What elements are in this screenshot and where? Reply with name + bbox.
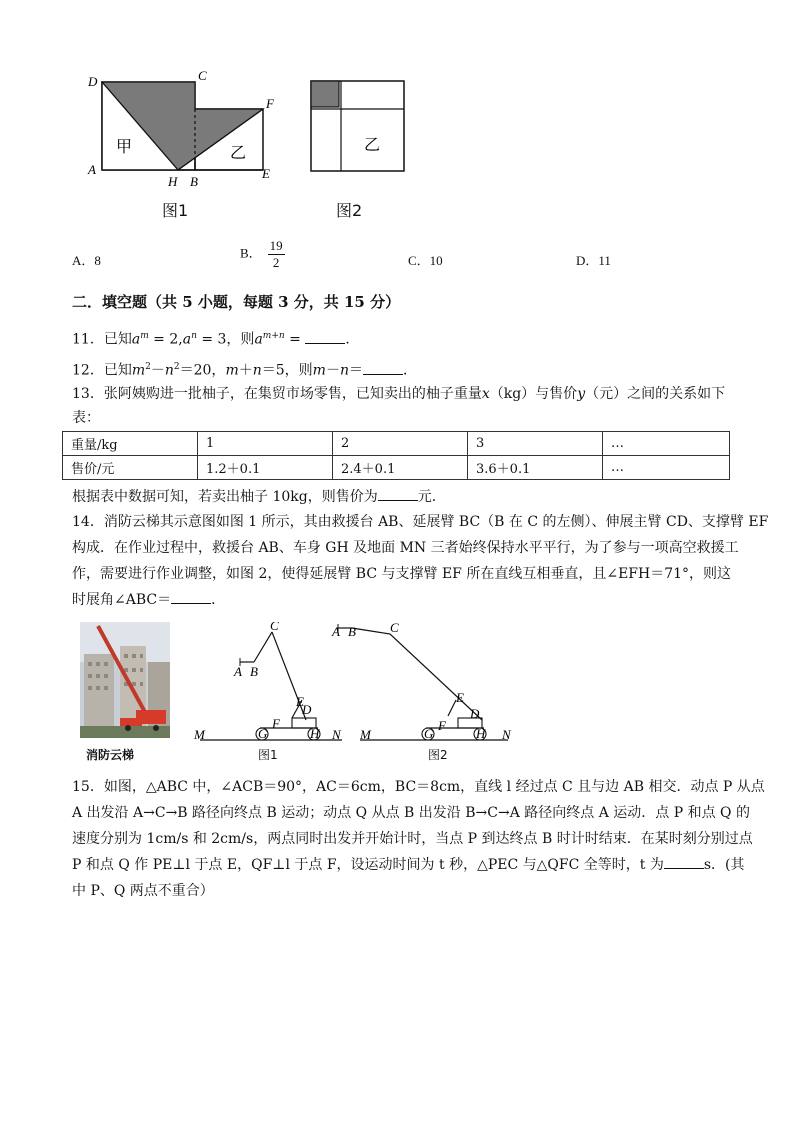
fig1-caption: 图1 — [162, 201, 189, 220]
label-A: A — [88, 162, 96, 177]
question-14-line4 — [72, 587, 225, 613]
question-14-line1: 14．消防云梯其示意图如图 1 所示，其由救援台 AB、延展臂 BC（B 在 C 的左侧）、伸展主臂 CD、支撑臂 EF — [72, 514, 769, 530]
q14-answer-blank[interactable] — [171, 589, 211, 604]
q14f1-C: C — [270, 622, 279, 633]
q14f2-D: D — [470, 706, 480, 721]
q12-n3: n — [339, 362, 349, 379]
label-C: C — [198, 68, 207, 83]
q12-sup2: 2 — [173, 362, 180, 372]
q12-m2: m — [225, 362, 239, 379]
q14f2-G: G — [424, 726, 434, 741]
q11-m: m — [140, 331, 149, 341]
figure-1-diagram — [80, 66, 300, 191]
question-12 — [72, 354, 417, 384]
table-row — [63, 456, 730, 480]
q12-text3: ＋ — [238, 362, 253, 379]
table-cell: 售价/元 — [63, 456, 198, 480]
q11-eq3: = — [284, 331, 306, 348]
table-cell: … — [603, 456, 730, 480]
q13-var-y: y — [577, 386, 586, 402]
q11-mn: m+n — [262, 331, 285, 341]
q11-a1: a — [131, 331, 141, 348]
photo-caption: 消防云梯 — [86, 748, 135, 762]
option-b — [240, 238, 285, 271]
table-cell: 1.2＋0.1 — [198, 456, 333, 480]
option-b-fraction — [268, 238, 285, 271]
question-13-after — [72, 484, 446, 510]
q13-line1a: 13．张阿姨购进一批柚子，在集贸市场零售，已知卖出的柚子重量 — [72, 386, 482, 402]
q14f1-E: E — [296, 694, 304, 709]
q14f1-A: A — [234, 664, 242, 679]
q12-sup1: 2 — [145, 362, 151, 372]
q14-line4-end: ． — [211, 592, 226, 608]
table-cell: 3.6＋0.1 — [468, 456, 603, 480]
label-D: D — [88, 74, 98, 89]
q14-fig2-caption: 图2 — [428, 748, 448, 762]
q11-eq2: = 3，则 — [196, 331, 255, 348]
q14f2-H: H — [476, 726, 486, 741]
q12-m1: m — [131, 362, 146, 379]
q15-answer-blank[interactable] — [664, 854, 704, 869]
q15-line4-text: P 和点 Q 作 PE⊥l 于点 E，QF⊥l 于点 F，设运动时间为 t 秒，△PEC 与△QFC 全等时，t 为 — [72, 857, 664, 873]
q12-answer-blank[interactable] — [363, 360, 403, 375]
q11-answer-blank[interactable] — [305, 329, 345, 344]
q13-table — [62, 431, 730, 480]
q14f1-N: N — [332, 727, 341, 742]
q12-text6: ＝ — [348, 362, 363, 379]
question-15-line1: 15．如图，△ABC 中，∠ACB＝90°，AC＝6cm，BC＝8cm，直线 l 经过点 C 且与边 AB 相交．动点 P 从点 — [72, 779, 765, 795]
figure-2-diagram — [308, 78, 408, 178]
q13-after-text: 根据表中数据可知，若卖出柚子 10kg，则售价为 — [72, 489, 378, 505]
q14-figure-2 — [330, 616, 520, 742]
q14f2-F: F — [438, 718, 446, 733]
table-cell: … — [603, 432, 730, 456]
q13-line1b: （kg）与售价 — [489, 386, 578, 402]
question-13-line1 — [72, 381, 725, 407]
q12-n2: n — [252, 362, 262, 379]
question-15-line3: 速度分别为 1cm/s 和 2cm/s，两点同时出发并开始计时，当点 P 到达终点 B 时计时结束．在某时刻分别过点 — [72, 831, 753, 847]
q11-end: ． — [345, 331, 360, 348]
label-B: B — [190, 174, 198, 189]
q14-line4-text: 时展角∠ABC＝ — [72, 592, 172, 608]
q11-prefix: 11．已知 — [72, 331, 132, 348]
q14f2-E: E — [456, 690, 464, 705]
question-11 — [72, 323, 359, 353]
option-a: A．8 — [72, 253, 101, 268]
section-2-title: 二．填空题（共 5 小题，每题 3 分，共 15 分） — [72, 293, 401, 311]
question-15-line2: A 出发沿 A→C→B 路径向终点 B 运动；动点 Q 从点 B 出发沿 B→C→A 路径向终点 A 运动．点 P 和点 Q 的 — [72, 805, 750, 821]
table-cell: 2 — [333, 432, 468, 456]
q11-a2: a — [182, 331, 192, 348]
q12-text4: ＝5，则 — [261, 362, 313, 379]
q14f1-F: F — [272, 716, 280, 731]
table-cell: 3 — [468, 432, 603, 456]
q13-answer-blank[interactable] — [378, 486, 418, 501]
question-14-line3: 作，需要进行作业调整，如图 2，使得延展臂 BC 与支撑臂 EF 所在直线互相垂直，且∠EFH＝71°，则这 — [72, 566, 732, 582]
question-15-line5: 中 P、Q 两点不重合） — [72, 883, 214, 899]
q11-a3: a — [254, 331, 263, 348]
q14-figure-1 — [192, 622, 352, 742]
q12-text2: ＝20， — [179, 362, 226, 379]
option-c: C．10 — [408, 253, 443, 268]
table-cell: 1 — [198, 432, 333, 456]
q15-line4-end: s．(其 — [703, 857, 745, 873]
question-14-line2: 构成．在作业过程中，救援台 AB、车身 GH 及地面 MN 三者始终保持水平平行，为了参与一项高空救援工 — [72, 540, 739, 556]
q11-eq1: = 2, — [148, 331, 183, 348]
q14f1-B: B — [250, 664, 258, 679]
question-15-line4 — [72, 852, 745, 878]
q12-n1: n — [164, 362, 174, 379]
label-jia: 甲 — [116, 137, 133, 156]
shaded-square — [311, 81, 339, 107]
label-F: F — [266, 96, 274, 111]
q14f2-N: N — [502, 727, 511, 742]
q11-n: n — [191, 331, 197, 341]
q14f2-A: A — [332, 624, 340, 639]
q12-minus: － — [150, 362, 165, 379]
q14f2-M: M — [360, 727, 371, 742]
label-yi: 乙 — [230, 143, 247, 162]
table-cell: 2.4＋0.1 — [333, 456, 468, 480]
option-b-denominator: 2 — [272, 255, 280, 270]
q14f2-B: B — [348, 624, 356, 639]
label-H: H — [168, 174, 178, 189]
fig2-caption: 图2 — [336, 201, 363, 220]
fig2-label-yi: 乙 — [364, 135, 381, 154]
q14f1-M: M — [194, 727, 205, 742]
option-b-numerator: 19 — [269, 238, 283, 253]
table-row — [63, 432, 730, 456]
option-d: D．11 — [576, 253, 611, 268]
q14f2-C: C — [390, 620, 399, 635]
question-13-line2: 表： — [72, 410, 100, 426]
q14f1-G: G — [258, 726, 268, 741]
q14-fig1-caption: 图1 — [258, 748, 278, 762]
q12-end: ． — [402, 362, 417, 379]
table-cell: 重量/kg — [63, 432, 198, 456]
q12-text1: 12．已知 — [72, 362, 132, 379]
q14f1-D: D — [302, 702, 312, 717]
q13-line1c: （元）之间的关系如下 — [585, 386, 726, 402]
q13-after-end: 元． — [417, 489, 446, 505]
q14f1-H: H — [310, 726, 320, 741]
q12-m3: m — [312, 362, 326, 379]
option-b-prefix: B． — [240, 245, 262, 261]
fire-ladder-photo — [80, 622, 170, 738]
q13-var-x: x — [481, 386, 490, 402]
label-E: E — [262, 166, 270, 181]
q12-text5: － — [325, 362, 340, 379]
